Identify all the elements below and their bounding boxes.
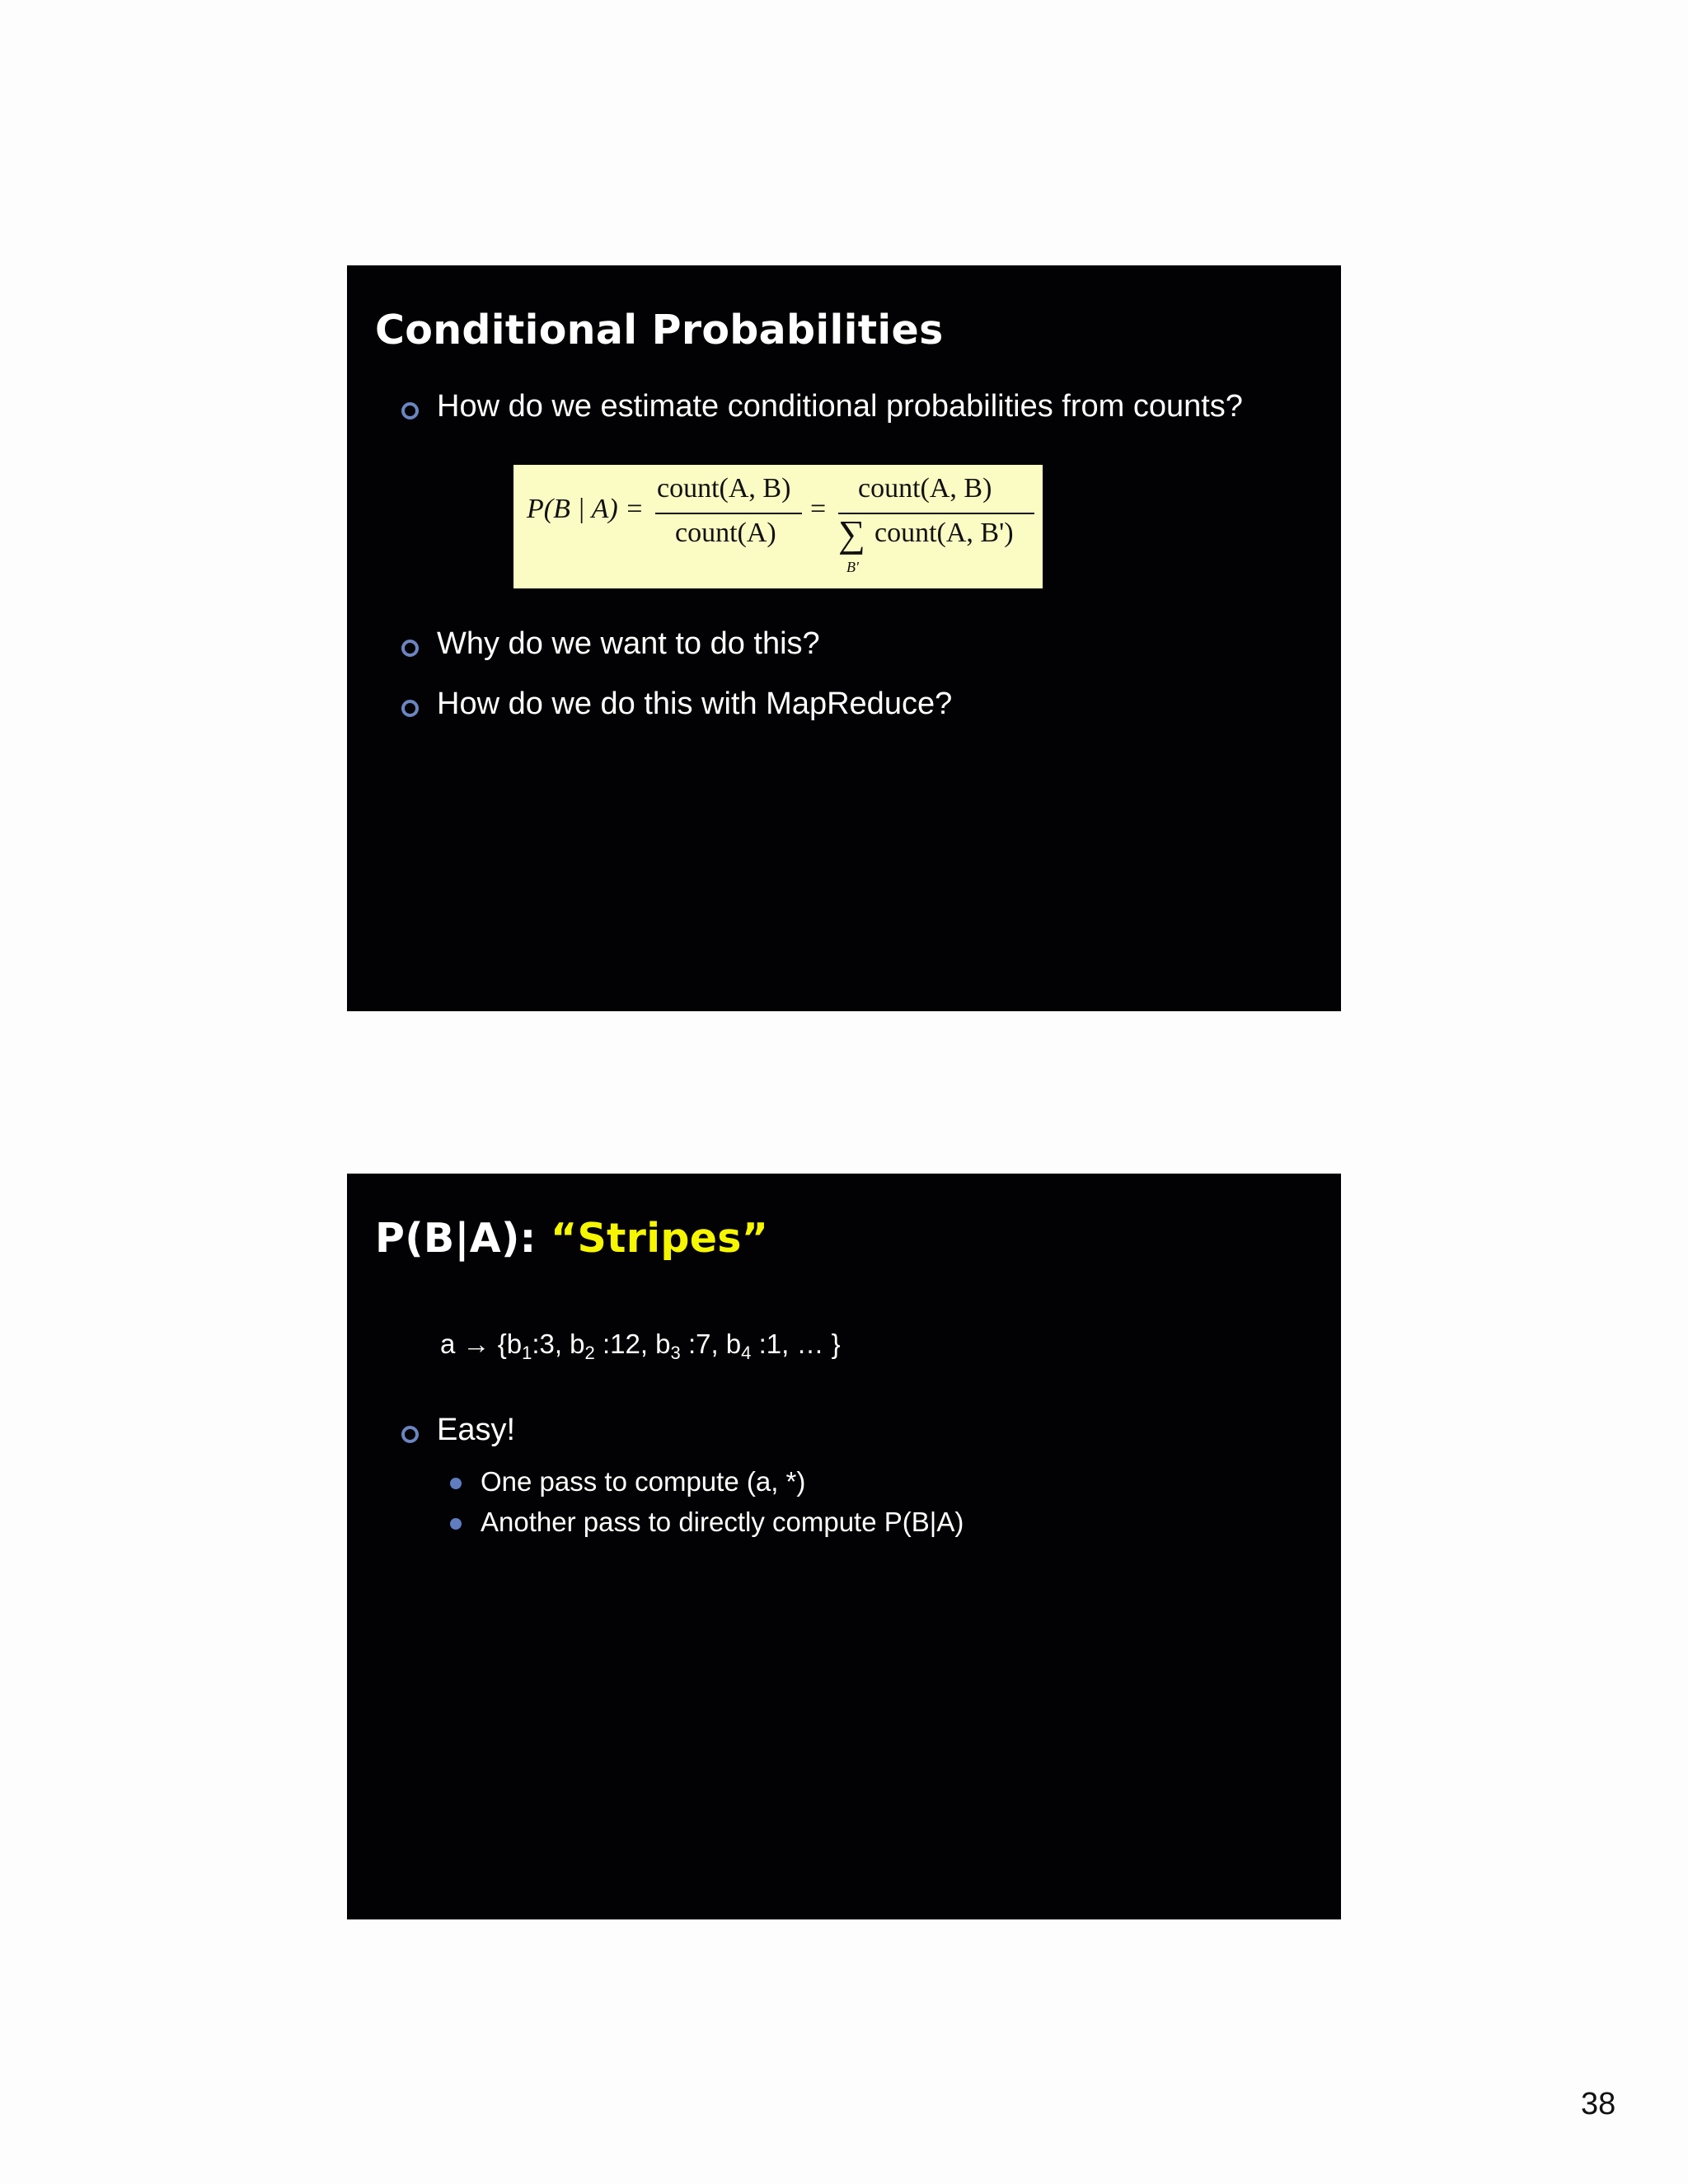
bullet-text: Easy! bbox=[437, 1413, 516, 1447]
stripe-key: a bbox=[440, 1329, 456, 1359]
hollow-circle-bullet-icon bbox=[401, 402, 419, 419]
formula-box bbox=[513, 465, 1043, 588]
slide-title-main: P(B|A): bbox=[375, 1215, 551, 1262]
slide-title: Conditional Probabilities bbox=[375, 307, 944, 354]
subscript: 4 bbox=[741, 1343, 752, 1363]
stripe-part: :7, b bbox=[680, 1329, 742, 1359]
formula-denominator-1: count(A) bbox=[675, 518, 776, 548]
stripe-expression bbox=[440, 1329, 841, 1364]
right-arrow-icon: → bbox=[462, 1329, 490, 1359]
stripe-part: :12, b bbox=[594, 1329, 671, 1359]
subscript: 3 bbox=[670, 1343, 681, 1363]
slide-title bbox=[375, 1215, 768, 1262]
formula-numerator-1: count(A, B) bbox=[657, 473, 791, 504]
hollow-circle-bullet-icon bbox=[401, 700, 419, 717]
sub-bullet-text: Another pass to directly compute P(B|A) bbox=[481, 1507, 964, 1537]
formula-denominator-2: count(A, B') bbox=[874, 518, 1014, 548]
page-number: 38 bbox=[1581, 2087, 1616, 2121]
sigma-icon: ∑ bbox=[838, 513, 865, 555]
filled-circle-bullet-icon bbox=[450, 1518, 462, 1530]
stripe-open: {b bbox=[497, 1329, 523, 1359]
bullet-text: How do we estimate conditional probabilities from counts? bbox=[437, 389, 1243, 424]
stripe-part: :1, … } bbox=[751, 1329, 841, 1359]
fraction-bar-2 bbox=[838, 513, 1034, 514]
formula-lhs: P(B | A) = bbox=[527, 494, 645, 524]
sigma-subscript: B' bbox=[846, 559, 859, 575]
slide-conditional-probabilities bbox=[347, 265, 1341, 1011]
hollow-circle-bullet-icon bbox=[401, 640, 419, 657]
stripe-part: :3, b bbox=[532, 1329, 585, 1359]
formula-numerator-2: count(A, B) bbox=[858, 473, 992, 504]
slide-stripes bbox=[347, 1174, 1341, 1919]
filled-circle-bullet-icon bbox=[450, 1478, 462, 1489]
fraction-bar-1 bbox=[655, 513, 802, 514]
slide-title-accent: “Stripes” bbox=[550, 1215, 769, 1262]
hollow-circle-bullet-icon bbox=[401, 1426, 419, 1443]
formula-equals: = bbox=[810, 494, 827, 524]
subscript: 1 bbox=[522, 1343, 532, 1363]
subscript: 2 bbox=[584, 1343, 595, 1363]
sub-bullet-text: One pass to compute (a, *) bbox=[481, 1466, 806, 1497]
bullet-text: How do we do this with MapReduce? bbox=[437, 687, 953, 721]
bullet-text: Why do we want to do this? bbox=[437, 626, 820, 661]
